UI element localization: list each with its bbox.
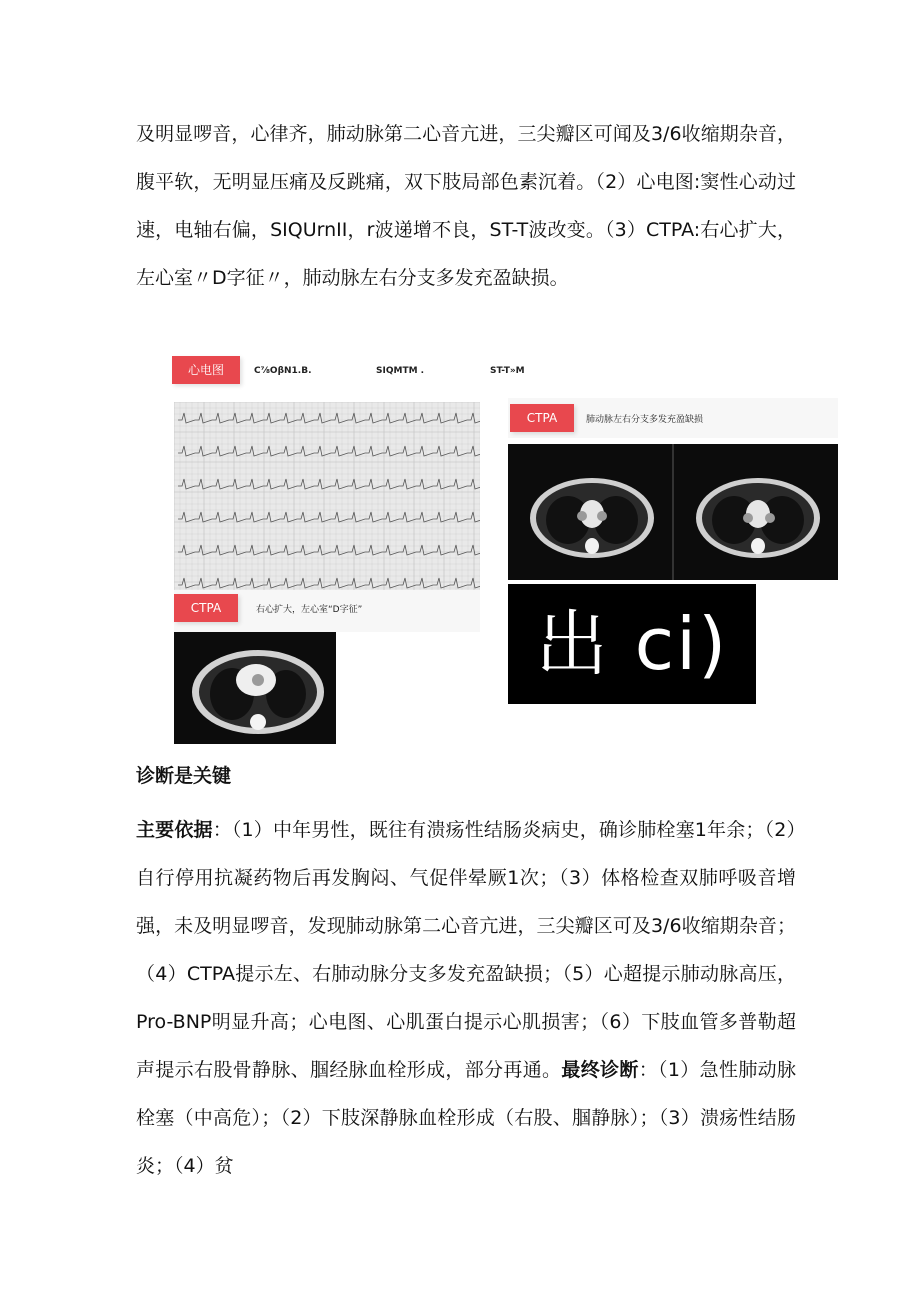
paragraph-diagnosis-basis [136,806,796,1190]
ctpa-bottom-caption: 右心扩大，左心室“D字征” [256,605,363,615]
paragraph-exam-findings: 及明显啰音，心律齐，肺动脉第二心音亢进，三尖瓣区可闻及3/6收缩期杂音，腹平软，无明显压痛及反跳痛，双下肢局部色素沉着。（2）心电图:窦性心动过速，电轴右偏，SIQUrnII，r波递增不良，ST-T波改变。（3）CTPA:右心扩大，左心室〃D字征〃，肺动脉左右分支多发充盈缺损。 [136,123,796,289]
section-heading: 诊断是关键 [136,765,232,787]
ecg-trace [178,446,480,456]
ctpa-top-scans [508,444,838,580]
ecg-tracing-graphic [174,402,480,622]
ctpa-bottom-scan-image [174,632,336,744]
ecg-tracing [174,402,480,622]
ecg-trace [178,479,480,489]
clinical-figure [172,352,838,744]
final-diagnosis-text: ：（1）急性肺动脉栓塞（中高危）；（2）下肢深静脉血栓形成（右股、腘静脉）；（3）溃疡性结肠炎；（4）贫 [136,1059,796,1177]
ctpa-top-caption: 肺动脉左右分支多发充盈缺损 [586,415,704,425]
ctpa-top-badge: CTPA [510,404,574,432]
ecg-label-1: C⅞OβN1.B. [254,366,312,376]
ecg-trace [178,413,480,423]
ctpa-bottom-scan [174,632,336,744]
final-diagnosis-label: 最终诊断 [561,1059,639,1081]
ecg-badge: 心电图 [172,356,240,384]
ecg-trace [178,578,480,588]
ctpa-top-scan-images [508,444,838,580]
main-basis-text: ：（1）中年男性，既往有溃疡性结肠炎病史，确诊肺栓塞1年余；（2）自行停用抗凝药物后再发胸闷、气促伴晕厥1次；（3）体格检查双肺呼吸音增强，未及明显啰音，发现肺动脉第二心音亢进，三尖瓣区可及3/6收缩期杂音；（4）CTPA提示左、右肺动脉分支多发充盈缺损；（5）心超提示肺动脉高压，Pro-BNP明显升高；心电图、心肌蛋白提示心肌损害；（6）下肢血管多普勒超声提示右股骨静脉、腘经脉血栓形成，部分再通。 [136,819,796,1081]
large-caption-box: 出 ci) [508,584,756,704]
ctpa-bottom-badge: CTPA [174,594,238,622]
ecg-trace [178,545,480,555]
ecg-trace [178,512,480,522]
ecg-label-3: ST-T»M [490,366,525,376]
main-basis-label: 主要依据 [136,819,213,841]
ecg-label-2: SIQMTM . [376,366,425,376]
